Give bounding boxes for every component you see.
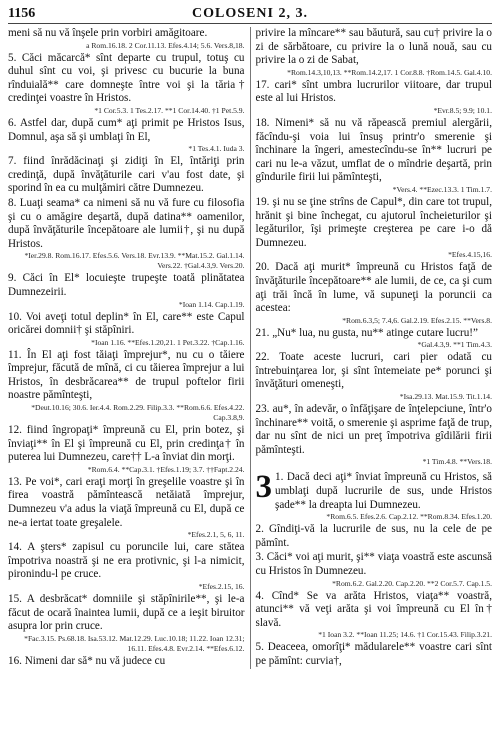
verse-text: 1. Dacă deci aţi* înviat împreună cu Hristos, să umblaţi după lucrurile de sus, unde Hristos şade** la dreapta lui Dumnezeu.	[275, 471, 492, 511]
right-column-verses	[256, 27, 493, 467]
chapter-first-verse	[256, 471, 493, 512]
verse: 4. Cînd* Se va arăta Hristos, viaţa** voastră, atunci** vă veţi arăta şi voi împreună cu El în† slavă.	[255, 589, 492, 629]
verse: 3. Căci* voi aţi murit, şi** viaţa voastră este ascunsă cu Hristos în Dumnezeu.	[255, 551, 492, 577]
right-column	[251, 27, 493, 669]
verse: 12. fiind îngropaţi* împreună cu El, prin botez, şi înviaţi** în El şi împreună cu El, prin credinţa† în puterea lui Dumnezeu, care†† L-a înviat din morţi.	[8, 424, 245, 464]
cross-reference: *Rom.14.3,10,13. **Rom.14.2,17. 1 Cor.8.8. †Rom.14.5. Gal.4.10.	[287, 67, 492, 77]
verse: 16. Nimeni dar să* nu vă judece cu	[8, 654, 166, 667]
cross-reference: *Efes.2.15, 16.	[198, 582, 245, 591]
cross-reference: *Deut.10.16; 30.6. Ier.4.4. Rom.2.29. Filip.3.3. **Rom.6.6. Efes.4.22. Cap.3.8,9.	[31, 403, 245, 423]
verse: 2. Gîndiţi-vă la lucrurile de sus, nu la cele de pe pămînt.	[255, 523, 492, 549]
verse: 21. „Nu* lua, nu gusta, nu** atinge cutare lucru!”	[255, 326, 478, 339]
verse: 22. Toate aceste lucruri, cari pier odată cu întrebuinţarea lor, şi sînt întemeiate pe* porunci şi învăţături omeneşti,	[255, 351, 492, 391]
cross-reference: *Ioan 1.16. **Efes.1.20,21. 1 Pet.3.22. †Cap.1.16.	[91, 337, 245, 347]
cross-reference: *Efes.4.15,16.	[448, 250, 492, 260]
cross-reference: *Ier.29.8. Rom.16.17. Efes.5.6. Vers.18. Evr.13.9. **Mat.15.2. Gal.1.14. Vers.22. †Gal.4.3,9. Vers.20.	[24, 251, 245, 271]
verse: 17. cari* sînt umbra lucrurilor viitoare, dar trupul este al lui Hristos.	[255, 78, 492, 105]
chapter-start	[256, 471, 493, 522]
verse: 9. Căci în El* locuieşte trupeşte toată plinătatea Dumnezeirii.	[8, 272, 245, 298]
cross-reference: *Fac.3.15. Ps.68.18. Isa.53.12. Mat.12.29. Luc.10.18; 11.22. Ioan 12.31; 16.11. Efes.4.8. Evr.2.14. **Efes.6.12.	[24, 633, 245, 653]
cross-reference: *Isa.29.13. Mat.15.9. Tit.1.14.	[399, 392, 492, 402]
chapter-number: 3	[255, 469, 272, 506]
verse: 15. A desbrăcat* domniile şi stăpînirile**, şi le-a făcut de ocară înaintea lumii, după ce a ieşit biruitor asupra lor prin cruce.	[8, 593, 245, 633]
cross-reference: *1 Ioan 3.2. **Ioan 11.25; 14.6. †1 Cor.15.43. Filip.3.21.	[318, 630, 492, 640]
verse: 5. Deaceea, omorîţi* mădularele** voastre cari sînt pe pămînt: curvia†,	[255, 641, 492, 667]
verse: 10. Voi aveţi totul deplin* în El, care** este Capul oricărei domnii† şi stăpîniri.	[8, 310, 245, 337]
cross-reference: *Evr.8.5; 9.9; 10.1.	[433, 105, 492, 115]
verse: 19. şi nu se ţine strîns de Capul*, din care tot trupul, hrănit şi bine închegat, cu ajutorul încheieturilor şi legăturilor, îşi primeşte creşterea pe care i-o dă Dumnezeu.	[255, 195, 492, 249]
cross-reference: *1 Tim.4.8. **Vers.18.	[422, 457, 492, 467]
cross-reference: *Rom.6.4. **Cap.3.1. †Efes.1.19; 3.7. ††Fapt.2.24.	[87, 464, 245, 474]
verse: 11. În El aţi fost tăiaţi împrejur*, nu cu o tăiere împrejur, făcută de mînă, ci cu tăierea împrejur a lui Hristos, în desbrăcarea** de trupul poftelor firii noastre pămînteşti,	[8, 348, 245, 402]
verse: 13. Pe voi*, cari eraţi morţi în greşelile voastre şi în firea voastră pămîntească netăiată împrejur, Dumnezeu v'a adus la viaţă împreună cu El, după ce ne-a iertat toate greşalele.	[8, 475, 245, 529]
cross-reference: a Rom.16.18. 2 Cor.11.13. Efes.4.14; 5.6. Vers.8,18.	[86, 40, 245, 50]
cross-reference: *Vers.4. **Ezec.13.3. 1 Tim.1.7.	[392, 184, 492, 194]
page-number: 1156	[8, 6, 36, 21]
cross-reference: *Gal.4.3,9. **1 Tim.4.3.	[417, 340, 492, 350]
cross-reference: *Rom.6.2. Gal.2.20. Cap.2.20. **2 Cor.5.7. Cap.1.5.	[332, 578, 492, 588]
verse: 23. au*, în adevăr, o înfăţişare de înţelepciune, într'o închinare** voită, o smerenie şi asprime faţă de trup, dar nu sînt de nici un preţ împotriva gîdilării firii pămînteşti.	[255, 403, 492, 456]
verse: 18. Nimeni* să nu vă răpească premiul alergării, făcîndu-şi voia lui însuş printr'o smerenie şi închinare la îngeri, amestecîndu-se în** lucruri pe cari nu le-a văzut, umflat de o mîndrie deşartă, prin gîndurile firii lui pămînteşti,	[255, 116, 492, 184]
page-header	[8, 6, 492, 24]
cross-reference: *1 Cor.5.3. 1 Tes.2.17. **1 Cor.14.40. †1 Pet.5.9.	[94, 105, 245, 115]
verse: 8. Luaţi seama* ca nimeni să nu vă fure cu filosofia şi cu o amăgire deşartă, după datina** oamenilor, după învăţăturile începătoare ale lumii†, şi nu după Hristos.	[8, 196, 245, 250]
cross-reference: *Rom.6.5. Efes.2.6. Cap.2.12. **Rom.8.34. Efes.1.20.	[326, 512, 492, 522]
verse: 14. A şters* zapisul cu poruncile lui, care stătea împotriva noastră şi ne era protivnic, şi l-a nimicit, pironindu-l pe cruce.	[8, 541, 245, 581]
verse: 5. Căci măcarcă* sînt departe cu trupul, totuş cu duhul sînt cu voi, şi privesc cu bucurie la buna rînduială** care domneşte între voi şi la tăria† credinţei voastre în Hristos.	[8, 51, 245, 105]
running-title: COLOSENI 2, 3.	[192, 6, 308, 21]
cross-reference: *Efes.2.1, 5, 6, 11.	[187, 530, 245, 540]
verse: 6. Astfel dar, după cum* aţi primit pe Hristos Isus, Domnul, aşa să şi umblaţi în El,	[8, 116, 245, 143]
chapter-verses	[256, 523, 493, 668]
cross-reference: *Rom.6.3,5; 7.4,6. Gal.2.19. Efes.2.15. **Vers.8.	[342, 315, 492, 325]
verse: meni să nu vă înşele prin vorbiri amăgitoare.	[8, 27, 208, 39]
verse: 20. Dacă aţi murit* împreună cu Hristos faţă de învăţăturile începătoare** ale lumii, de ce, ca şi cum aţi trăi încă în lume, vă supuneţi la poruncii ca acestea:	[255, 261, 492, 315]
left-column	[8, 27, 251, 669]
verse: 7. fiind înrădăcinaţi şi zidiţi în El, întăriţi prin credinţă, după învăţăturile cari v'au fost date, şi sporind în ea cu mulţămiri către Dumnezeu.	[8, 155, 245, 195]
cross-reference: *Ioan 1.14. Cap.1.19.	[178, 299, 245, 309]
verse: privire la mîncare** sau băutură, sau cu† privire la o zi de sărbătoare, cu privire la o lună nouă, sau cu privire la o zi de Sabat,	[255, 27, 492, 67]
two-column-body	[8, 27, 492, 669]
cross-reference: *1 Tes.4.1. Iuda 3.	[188, 144, 245, 154]
